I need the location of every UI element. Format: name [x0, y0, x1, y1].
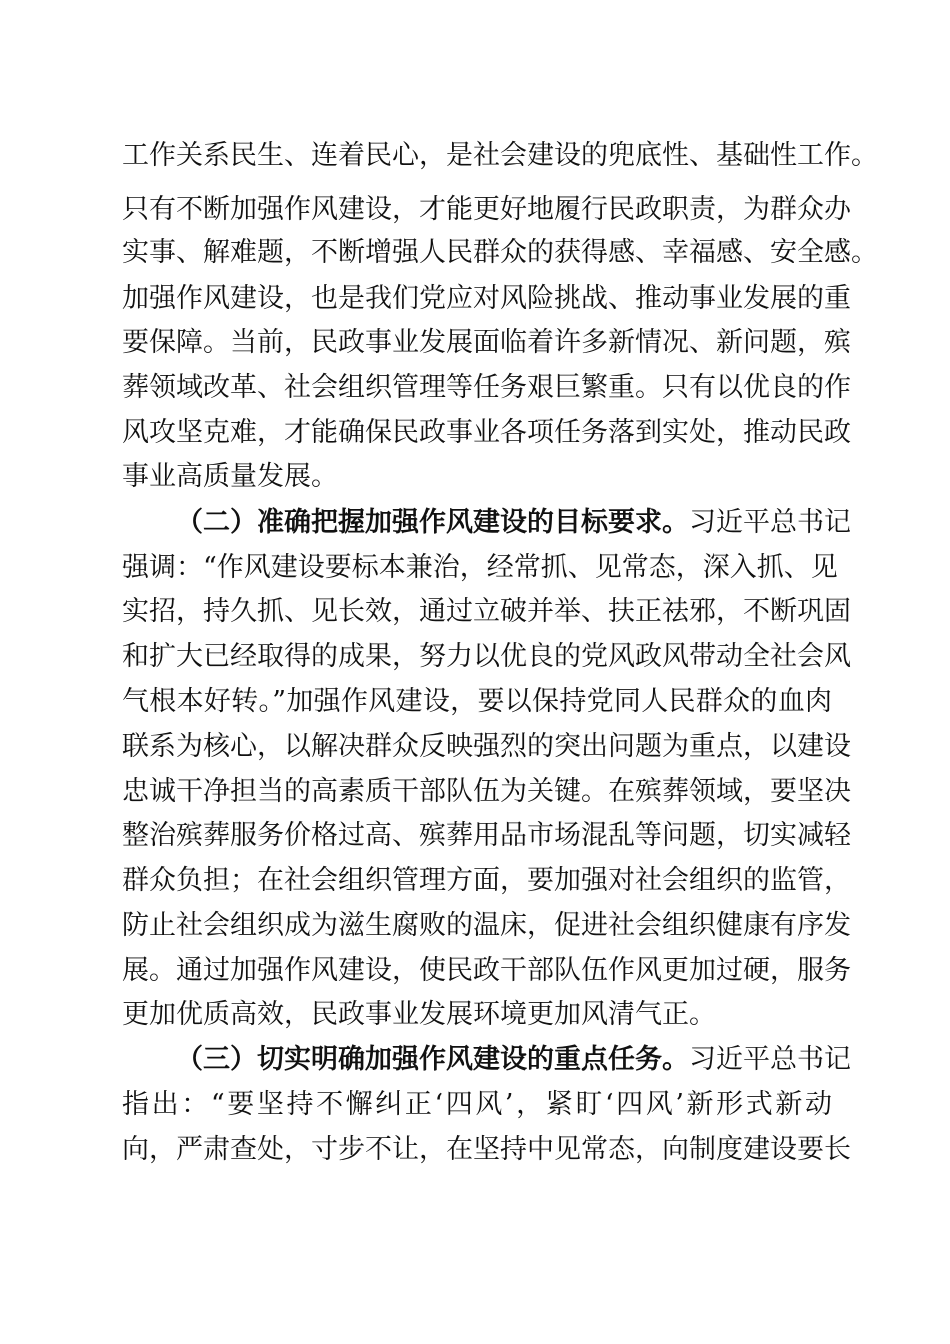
paragraph-1-line-5: 要保障。当前，民政事业发展面临着许多新情况、新问题，殡	[122, 327, 851, 358]
paragraph-2-line-11: 更加优质高效，民政事业发展环境更加风清气正。	[122, 999, 716, 1030]
paragraph-1-line-4: 加强作风建设，也是我们党应对风险挑战、推动事业发展的重	[122, 283, 851, 314]
paragraph-2-line-3: 和扩大已经取得的成果，努力以优良的党风政风带动全社会风	[122, 641, 851, 672]
paragraph-2-line-10: 展。通过加强作风建设，使民政干部队伍作风更加过硬，服务	[122, 955, 851, 986]
paragraph-2-heading: （二）准确把握加强作风建设的目标要求。	[176, 507, 689, 538]
paragraph-2-line-5: 联系为核心，以解决群众反映强烈的突出问题为重点，以建设	[122, 731, 851, 762]
paragraph-2-line-2: 实招，持久抓、见长效，通过立破并举、扶正祛邪，不断巩固	[122, 596, 851, 627]
paragraph-3-line-1: 指出：“要坚持不懈纠正‘四风’，紧盯‘四风’新形式新动	[122, 1089, 832, 1120]
paragraph-2-line-7: 整治殡葬服务价格过高、殡葬用品市场混乱等问题，切实减轻	[122, 820, 851, 851]
paragraph-3-line-2: 向，严肃查处，寸步不让，在坚持中见常态，向制度建设要长	[122, 1134, 851, 1165]
paragraph-1-line-6: 葬领域改革、社会组织管理等任务艰巨繁重。只有以优良的作	[122, 372, 851, 403]
paragraph-3-first-line	[176, 1040, 851, 1080]
paragraph-2-first-line-rest: 习近平总书记	[689, 507, 851, 538]
paragraph-2-first-line	[176, 503, 851, 543]
paragraph-3-first-line-rest: 习近平总书记	[689, 1044, 851, 1075]
paragraph-2-line-6: 忠诚干净担当的高素质干部队伍为关键。在殡葬领域，要坚决	[122, 776, 851, 807]
paragraph-3-heading: （三）切实明确加强作风建设的重点任务。	[176, 1044, 689, 1075]
paragraph-1-line-1: 工作关系民生、连着民心，是社会建设的兜底性、基础性工作。	[122, 140, 878, 171]
paragraph-1-line-2: 只有不断加强作风建设，才能更好地履行民政职责，为群众办	[122, 194, 851, 225]
paragraph-2-line-9: 防止社会组织成为滋生腐败的温床，促进社会组织健康有序发	[122, 910, 851, 941]
paragraph-1-line-8: 事业高质量发展。	[122, 461, 338, 492]
paragraph-2-line-1: 强调：“作风建设要标本兼治，经常抓、见常态，深入抓、见	[122, 552, 838, 583]
paragraph-2-line-4: 气根本好转。”加强作风建设，要以保持党同人民群众的血肉	[122, 686, 832, 717]
paragraph-1-line-3: 实事、解难题，不断增强人民群众的获得感、幸福感、安全感。	[122, 237, 878, 268]
paragraph-1-line-7: 风攻坚克难，才能确保民政事业各项任务落到实处，推动民政	[122, 417, 851, 448]
paragraph-2-line-8: 群众负担；在社会组织管理方面，要加强对社会组织的监管，	[122, 865, 851, 896]
